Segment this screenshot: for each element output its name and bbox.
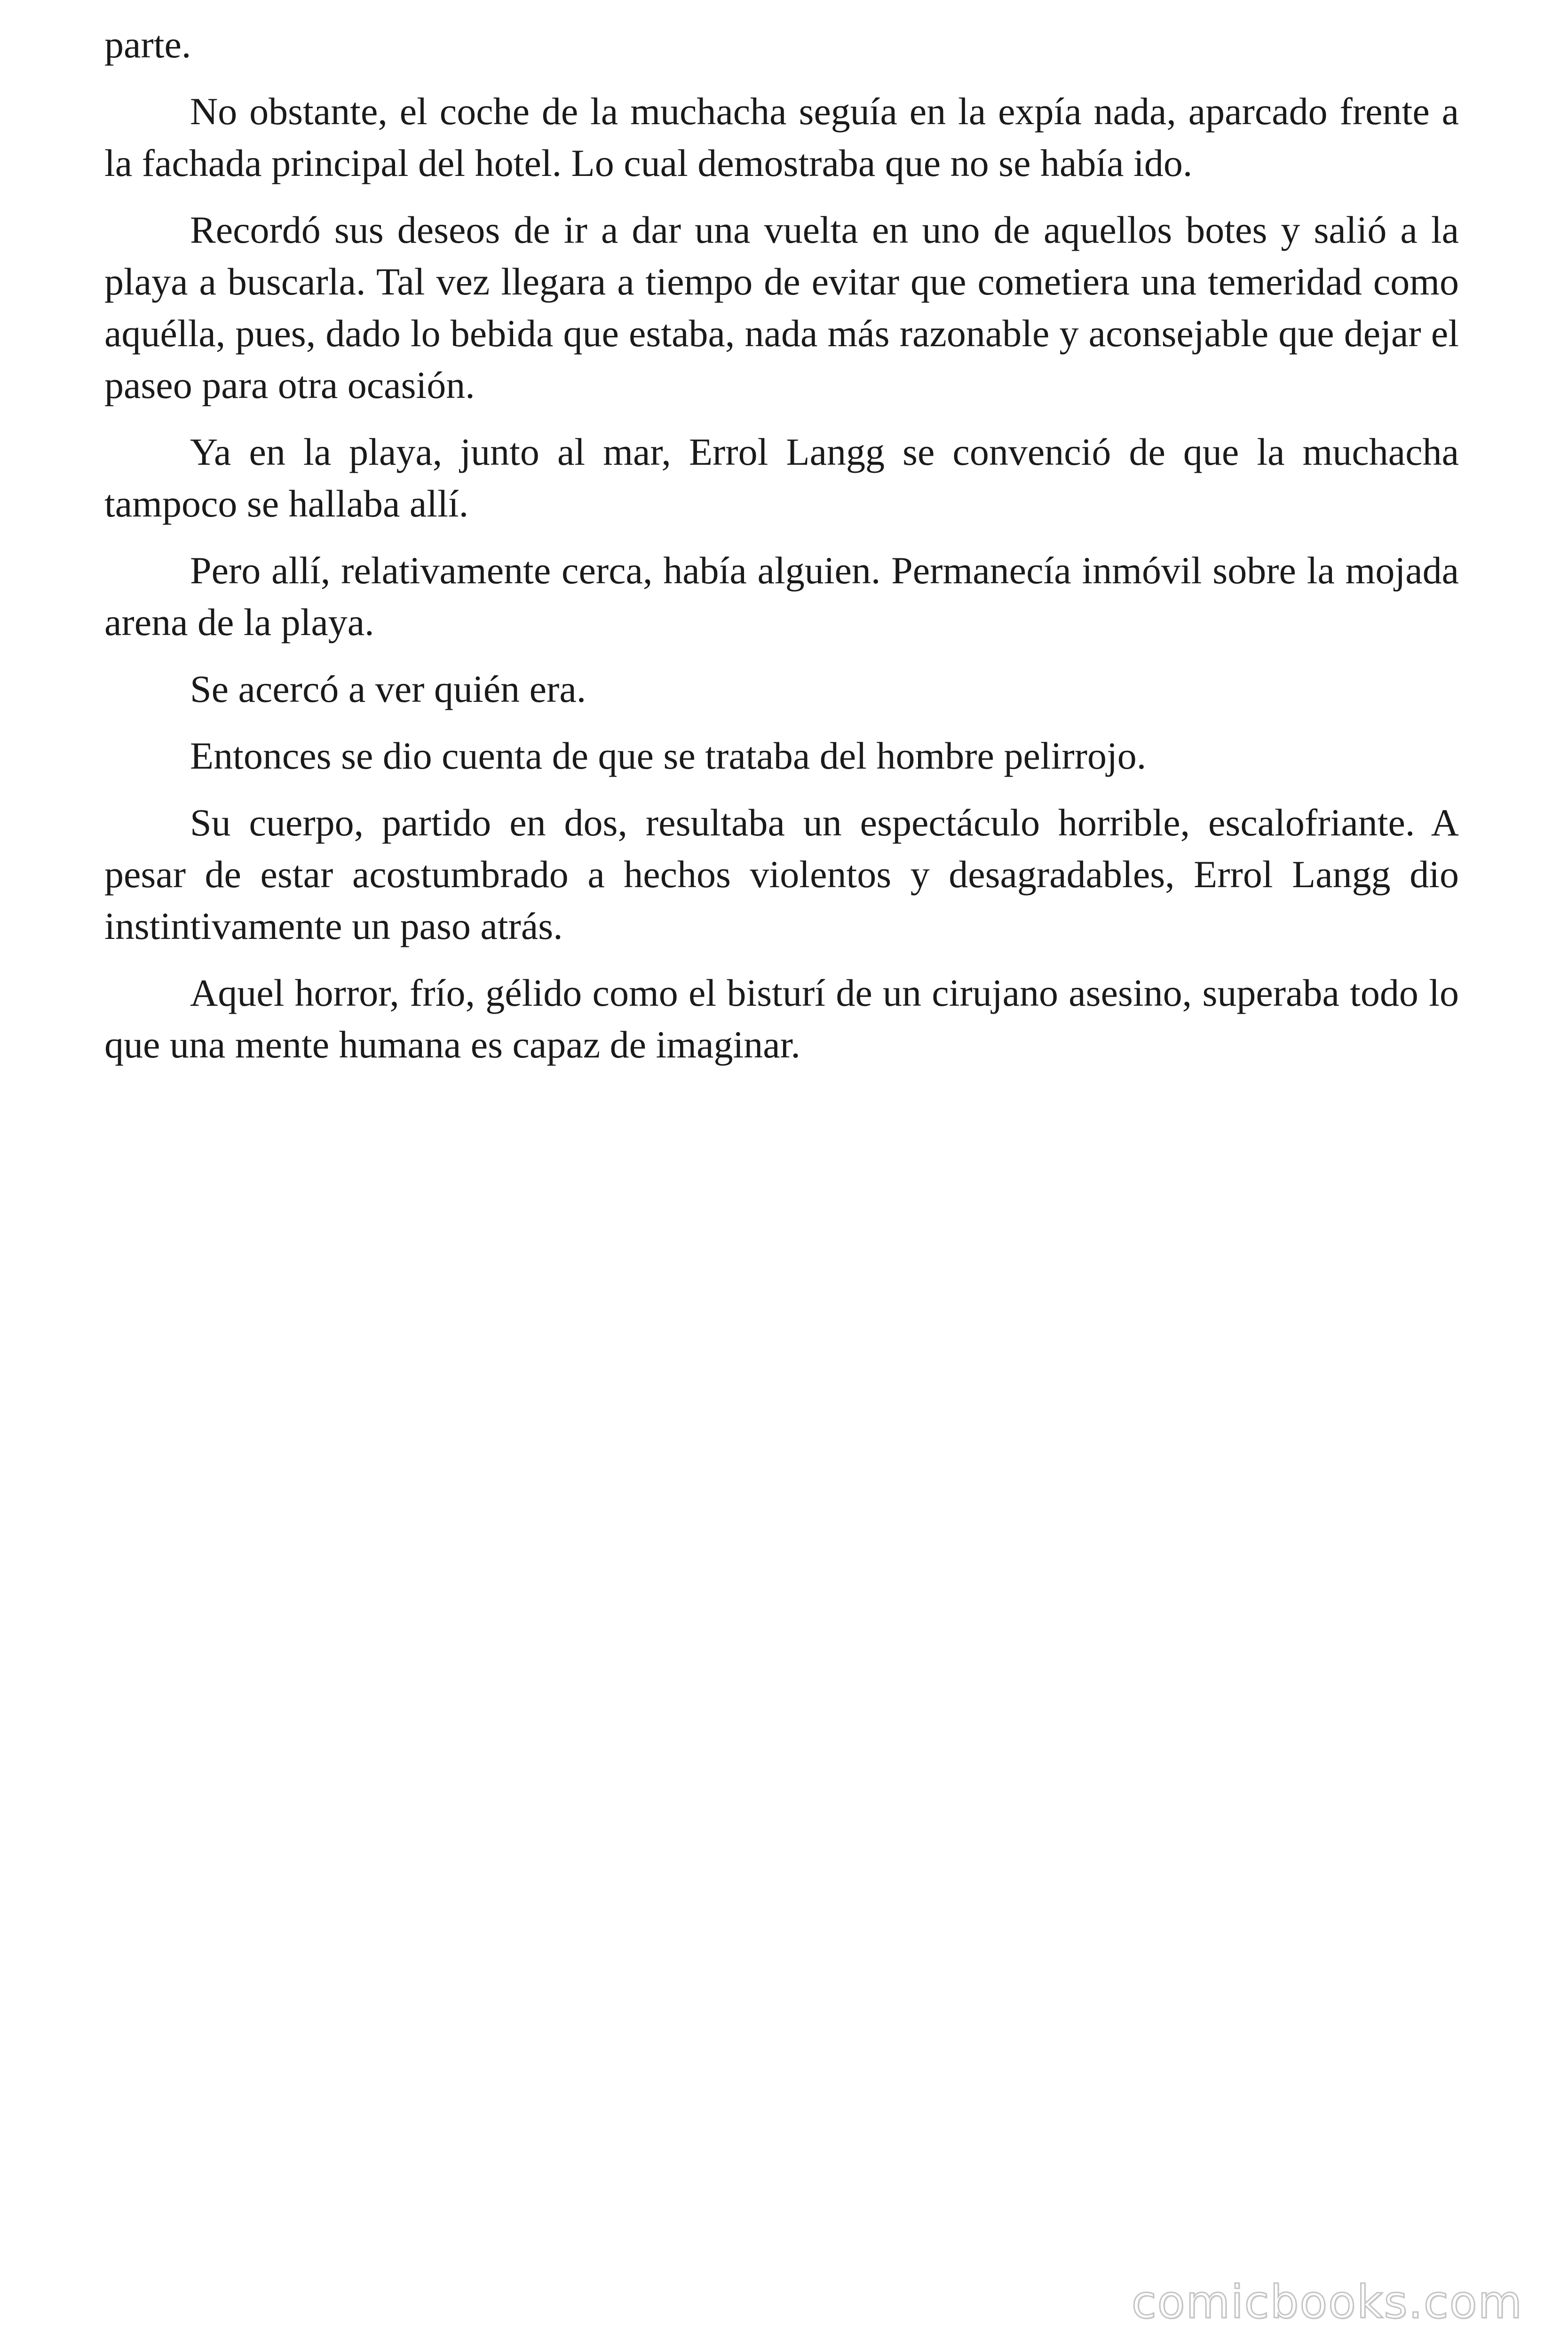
paragraph-continuation: parte. [104,23,191,66]
paragraph: Su cuerpo, partido en dos, resultaba un espectáculo horrible, escalofriante. A pesar de estar acostumbrado a hechos violentos y desagradables, Errol Langg dio instintivamente un paso atrás. [104,801,1459,947]
paragraph: Ya en la playa, junto al mar, Errol Langg se convenció de que la muchacha tampoco se hallaba allí. [104,430,1459,525]
paragraph: No obstante, el coche de la muchacha seguía en la expía nada, aparcado frente a la fachada principal del hotel. Lo cual demostraba que no se había ido. [104,90,1459,184]
paragraph: Se acercó a ver quién era. [190,667,586,710]
paragraph: Aquel horror, frío, gélido como el bisturí de un cirujano asesino, superaba todo lo que una mente humana es capaz de imaginar. [104,971,1459,1066]
watermark: comicbooks.com [1131,2276,1523,2328]
paragraph: Entonces se dio cuenta de que se trataba del hombre pelirrojo. [190,734,1147,777]
paragraph: Pero allí, relativamente cerca, había alguien. Permanecía inmóvil sobre la mojada arena de la playa. [104,549,1459,644]
paragraph: Recordó sus deseos de ir a dar una vuelta en uno de aquellos botes y salió a la playa a buscarla. Tal vez llegara a tiempo de evitar que cometiera una temeridad como aquélla, pues, dado lo bebida que estaba, nada más razonable y aconsejable que dejar el paseo para otra ocasión. [104,208,1459,406]
page-body [104,19,1459,1086]
